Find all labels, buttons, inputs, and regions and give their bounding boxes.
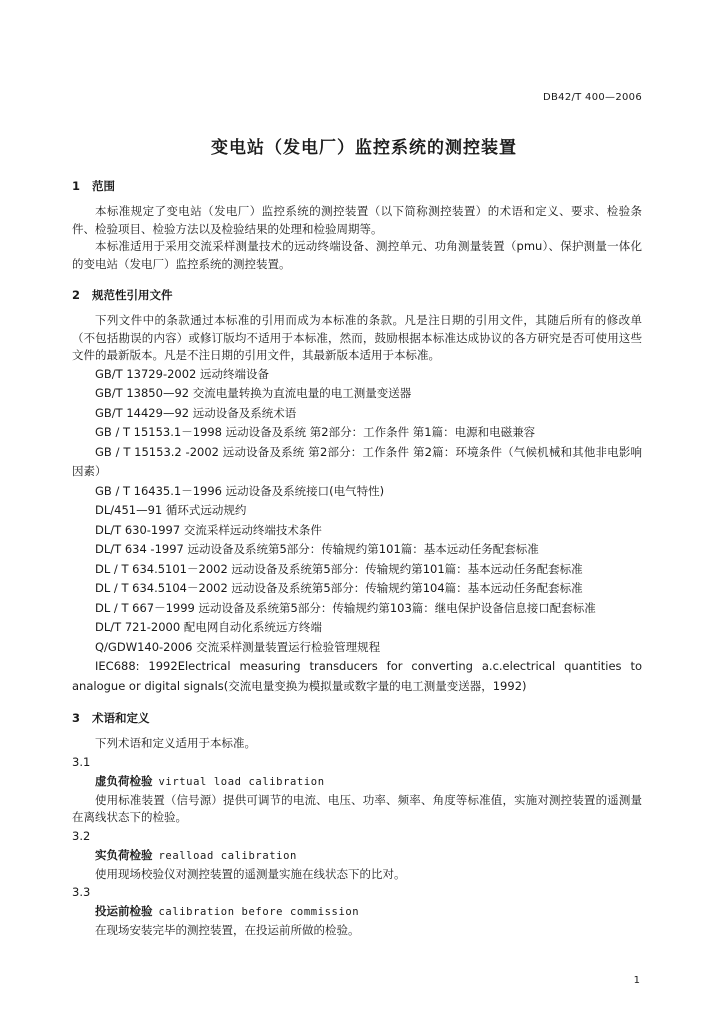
reference-item: DL / T 634.5101－2002 远动设备及系统第5部分：传输规约第101篇：基本远动任务配套标准	[95, 561, 583, 576]
page-number: 1	[633, 975, 640, 986]
reference-item: Q/GDW140-2006 交流采样测量装置运行检验管理规程	[95, 639, 381, 654]
reference-item: GB/T 14429—92 远动设备及系统术语	[95, 405, 297, 420]
reference-item: GB/T 13729-2002 远动终端设备	[95, 366, 270, 381]
section-heading-normative-references: 2 规范性引用文件	[72, 288, 173, 302]
document-body	[72, 176, 642, 940]
reference-item: GB / T 16435.1－1996 远动设备及系统接口(电气特性)	[95, 483, 385, 498]
clause-number: 3.3	[72, 885, 91, 899]
scope-paragraph: 本标准规定了变电站（发电厂）监控系统的测控装置（以下简称测控装置）的术语和定义、要求、检验条件、检验项目、检验方法以及检验结果的处理和检验周期等。	[72, 204, 642, 236]
clause-number: 3.2	[72, 828, 91, 843]
terms-intro: 下列术语和定义适用于本标准。	[95, 736, 256, 750]
term-title: 虚负荷检验 virtual load calibration	[95, 773, 325, 788]
term-definition: 使用标准装置（信号源）提供可调节的电流、电压、功率、频率、角度等标准值，实施对测控装置的遥测量在离线状态下的检验。	[72, 792, 642, 824]
clause-number: 3.1	[72, 754, 91, 769]
standard-code: DB42/T 400—2006	[543, 92, 642, 103]
references-intro: 下列文件中的条款通过本标准的引用而成为本标准的条款。凡是注日期的引用文件，其随后所有的修改单（不包括勘误的内容）或修订版均不适用于本标准，然而，鼓励根据本标准达成协议的各方研究是否可使用这些文件的最新版本。凡是不注日期的引用文件，其最新版本适用于本标准。	[72, 313, 642, 362]
reference-item: IEC688: 1992Electrical measuring transducers for converting a.c.electrical quantities to analogue or digital signals(交流电量变换为模拟量或数字量的电工测量变送器，1992)	[72, 659, 642, 693]
reference-item: DL/T 721-2000 配电网自动化系统远方终端	[95, 620, 322, 634]
term-title: 投运前检验 calibration before commission	[95, 904, 360, 918]
reference-item: GB / T 15153.2 -2002 远动设备及系统 第2部分：工作条件 第2篇：环境条件（气候机械和其他非电影响因素）	[72, 444, 642, 478]
term-definition: 在现场安装完毕的测控装置，在投运前所做的检验。	[95, 923, 360, 937]
scope-paragraph: 本标准适用于采用交流采样测量技术的远动终端设备、测控单元、功角测量装置（pmu）、保护测量一体化的变电站（发电厂）监控系统的测控装置。	[72, 239, 642, 271]
reference-item: DL/T 634 -1997 远动设备及系统第5部分：传输规约第101篇：基本远动任务配套标准	[95, 542, 539, 556]
term-title: 实负荷检验 realload calibration	[95, 847, 297, 862]
reference-item: GB / T 15153.1－1998 远动设备及系统 第2部分：工作条件 第1篇：电源和电磁兼容	[95, 425, 536, 439]
reference-item: DL / T 634.5104－2002 远动设备及系统第5部分：传输规约第104篇：基本远动任务配套标准	[95, 581, 583, 595]
reference-item: DL / T 667－1999 远动设备及系统第5部分：传输规约第103篇：继电保护设备信息接口配套标准	[95, 600, 596, 615]
section-heading-terms-definitions: 3 术语和定义	[72, 711, 150, 725]
reference-item: GB/T 13850—92 交流电量转换为直流电量的电工测量变送器	[95, 386, 412, 400]
section-heading-scope: 1 范围	[72, 179, 115, 193]
document-title: 变电站（发电厂）监控系统的测控装置	[211, 138, 517, 158]
reference-item: DL/T 630-1997 交流采样远动终端技术条件	[95, 522, 322, 537]
term-definition: 使用现场校验仪对测控装置的遥测量实施在线状态下的比对。	[95, 866, 406, 881]
reference-item: DL/451—91 循环式远动规约	[95, 503, 247, 517]
